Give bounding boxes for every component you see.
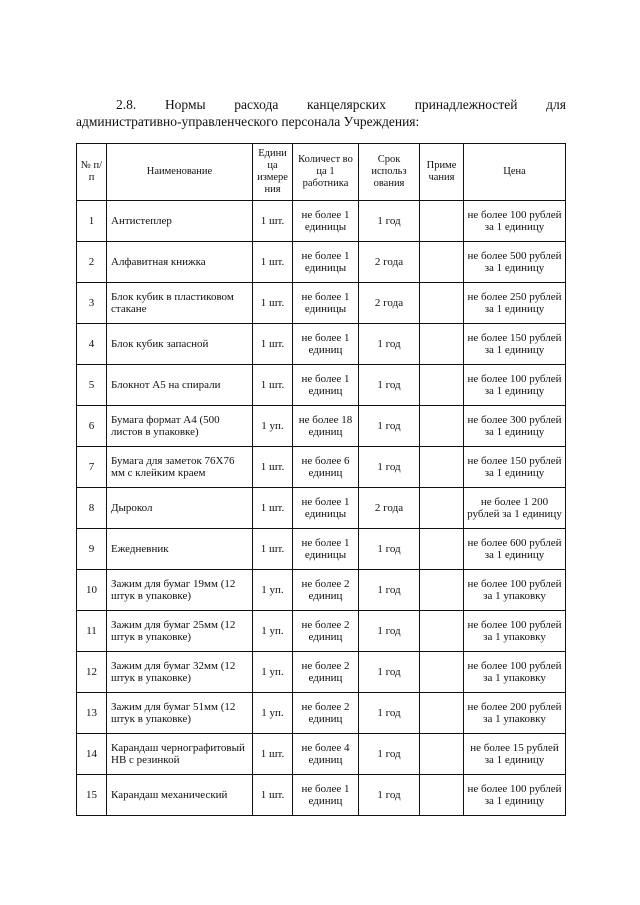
table-row — [77, 775, 566, 816]
cell-price: не более 200 рублей за 1 упаковку — [464, 693, 566, 734]
cell-note — [420, 324, 464, 365]
cell-unit: 1 уп. — [253, 693, 293, 734]
cell-note — [420, 406, 464, 447]
cell-note — [420, 611, 464, 652]
cell-price: не более 150 рублей за 1 единицу — [464, 447, 566, 488]
table-row — [77, 611, 566, 652]
cell-qty: не более 1 единиц — [293, 775, 359, 816]
cell-name: Алфавитная книжка — [107, 242, 253, 283]
cell-unit: 1 уп. — [253, 570, 293, 611]
cell-qty: не более 2 единиц — [293, 693, 359, 734]
cell-qty: не более 2 единиц — [293, 611, 359, 652]
cell-num: 4 — [77, 324, 107, 365]
cell-qty: не более 2 единиц — [293, 652, 359, 693]
header-name: Наименование — [107, 144, 253, 201]
cell-price: не более 150 рублей за 1 единицу — [464, 324, 566, 365]
header-note: Приме чания — [420, 144, 464, 201]
cell-name: Блок кубик в пластиковом стакане — [107, 283, 253, 324]
header-qty: Количест во ца 1 работника — [293, 144, 359, 201]
table-row — [77, 406, 566, 447]
cell-note — [420, 283, 464, 324]
cell-term: 1 год — [359, 406, 420, 447]
cell-term: 2 года — [359, 242, 420, 283]
heading-word: канцелярских — [307, 97, 387, 112]
table-row — [77, 283, 566, 324]
table-row — [77, 734, 566, 775]
cell-price: не более 100 рублей за 1 единицу — [464, 775, 566, 816]
cell-name: Антистеплер — [107, 201, 253, 242]
cell-price: не более 100 рублей за 1 упаковку — [464, 570, 566, 611]
cell-price: не более 100 рублей за 1 упаковку — [464, 652, 566, 693]
cell-num: 6 — [77, 406, 107, 447]
cell-term: 1 год — [359, 652, 420, 693]
cell-term: 1 год — [359, 611, 420, 652]
cell-unit: 1 шт. — [253, 775, 293, 816]
table-row — [77, 529, 566, 570]
cell-note — [420, 201, 464, 242]
cell-qty: не более 1 единицы — [293, 529, 359, 570]
table-row — [77, 570, 566, 611]
cell-unit: 1 уп. — [253, 611, 293, 652]
table-header-row — [77, 144, 566, 201]
cell-name: Бумага формат А4 (500 листов в упаковке) — [107, 406, 253, 447]
heading-word: Нормы — [164, 97, 206, 112]
cell-name: Зажим для бумаг 19мм (12 штук в упаковке) — [107, 570, 253, 611]
cell-name: Дырокол — [107, 488, 253, 529]
heading-line-1 — [76, 96, 566, 113]
cell-note — [420, 693, 464, 734]
cell-num: 7 — [77, 447, 107, 488]
cell-num: 11 — [77, 611, 107, 652]
cell-note — [420, 529, 464, 570]
cell-term: 2 года — [359, 488, 420, 529]
table-row — [77, 365, 566, 406]
cell-num: 14 — [77, 734, 107, 775]
cell-price: не более 500 рублей за 1 единицу — [464, 242, 566, 283]
cell-price: не более 1 200 рублей за 1 единицу — [464, 488, 566, 529]
section-number: 2.8. — [116, 97, 137, 112]
cell-term: 1 год — [359, 201, 420, 242]
table-row — [77, 242, 566, 283]
cell-price: не более 100 рублей за 1 единицу — [464, 201, 566, 242]
header-term: Срок использ ования — [359, 144, 420, 201]
cell-term: 1 год — [359, 447, 420, 488]
table-row — [77, 488, 566, 529]
table-row — [77, 693, 566, 734]
cell-unit: 1 шт. — [253, 447, 293, 488]
cell-name: Блок кубик запасной — [107, 324, 253, 365]
cell-num: 13 — [77, 693, 107, 734]
cell-term: 1 год — [359, 693, 420, 734]
cell-qty: не более 1 единицы — [293, 488, 359, 529]
cell-unit: 1 шт. — [253, 529, 293, 570]
cell-note — [420, 775, 464, 816]
cell-term: 1 год — [359, 324, 420, 365]
cell-qty: не более 1 единицы — [293, 283, 359, 324]
cell-term: 1 год — [359, 734, 420, 775]
cell-name: Карандаш механический — [107, 775, 253, 816]
cell-num: 9 — [77, 529, 107, 570]
norms-table — [76, 143, 566, 816]
section-heading — [76, 96, 566, 130]
cell-name: Ежедневник — [107, 529, 253, 570]
heading-word: расхода — [234, 97, 279, 112]
cell-unit: 1 шт. — [253, 242, 293, 283]
header-num: № п/п — [77, 144, 107, 201]
cell-term: 1 год — [359, 775, 420, 816]
cell-name: Зажим для бумаг 25мм (12 штук в упаковке) — [107, 611, 253, 652]
cell-price: не более 15 рублей за 1 единицу — [464, 734, 566, 775]
cell-term: 2 года — [359, 283, 420, 324]
cell-unit: 1 шт. — [253, 201, 293, 242]
cell-qty: не более 2 единиц — [293, 570, 359, 611]
cell-qty: не более 6 единиц — [293, 447, 359, 488]
cell-price: не более 100 рублей за 1 единицу — [464, 365, 566, 406]
cell-note — [420, 570, 464, 611]
heading-word: принадлежностей — [414, 97, 518, 112]
cell-num: 3 — [77, 283, 107, 324]
cell-num: 15 — [77, 775, 107, 816]
cell-name: Зажим для бумаг 51мм (12 штук в упаковке) — [107, 693, 253, 734]
cell-name: Карандаш чернографитовый НВ с резинкой — [107, 734, 253, 775]
cell-note — [420, 734, 464, 775]
cell-qty: не более 1 единиц — [293, 324, 359, 365]
cell-term: 1 год — [359, 570, 420, 611]
cell-num: 2 — [77, 242, 107, 283]
cell-qty: не более 1 единицы — [293, 201, 359, 242]
cell-qty: не более 1 единицы — [293, 242, 359, 283]
cell-price: не более 100 рублей за 1 упаковку — [464, 611, 566, 652]
table-row — [77, 201, 566, 242]
cell-num: 10 — [77, 570, 107, 611]
cell-unit: 1 уп. — [253, 652, 293, 693]
cell-unit: 1 шт. — [253, 365, 293, 406]
cell-note — [420, 652, 464, 693]
cell-unit: 1 шт. — [253, 324, 293, 365]
cell-term: 1 год — [359, 529, 420, 570]
cell-price: не более 300 рублей за 1 единицу — [464, 406, 566, 447]
cell-unit: 1 шт. — [253, 734, 293, 775]
cell-num: 5 — [77, 365, 107, 406]
table-row — [77, 324, 566, 365]
cell-num: 8 — [77, 488, 107, 529]
cell-term: 1 год — [359, 365, 420, 406]
table-row — [77, 447, 566, 488]
table-row — [77, 652, 566, 693]
heading-word: для — [546, 97, 566, 112]
cell-num: 12 — [77, 652, 107, 693]
cell-note — [420, 242, 464, 283]
cell-note — [420, 365, 464, 406]
header-price: Цена — [464, 144, 566, 201]
cell-note — [420, 447, 464, 488]
cell-qty: не более 18 единиц — [293, 406, 359, 447]
cell-num: 1 — [77, 201, 107, 242]
heading-line-2: административно-управленческого персонала Учреждения: — [76, 114, 420, 129]
cell-unit: 1 шт. — [253, 283, 293, 324]
cell-unit: 1 уп. — [253, 406, 293, 447]
cell-qty: не более 4 единиц — [293, 734, 359, 775]
cell-price: не более 250 рублей за 1 единицу — [464, 283, 566, 324]
cell-name: Зажим для бумаг 32мм (12 штук в упаковке) — [107, 652, 253, 693]
cell-qty: не более 1 единиц — [293, 365, 359, 406]
cell-name: Бумага для заметок 76Х76 мм с клейким краем — [107, 447, 253, 488]
cell-name: Блокнот А5 на спирали — [107, 365, 253, 406]
cell-price: не более 600 рублей за 1 единицу — [464, 529, 566, 570]
header-unit: Едини ца измере ния — [253, 144, 293, 201]
cell-unit: 1 шт. — [253, 488, 293, 529]
cell-note — [420, 488, 464, 529]
